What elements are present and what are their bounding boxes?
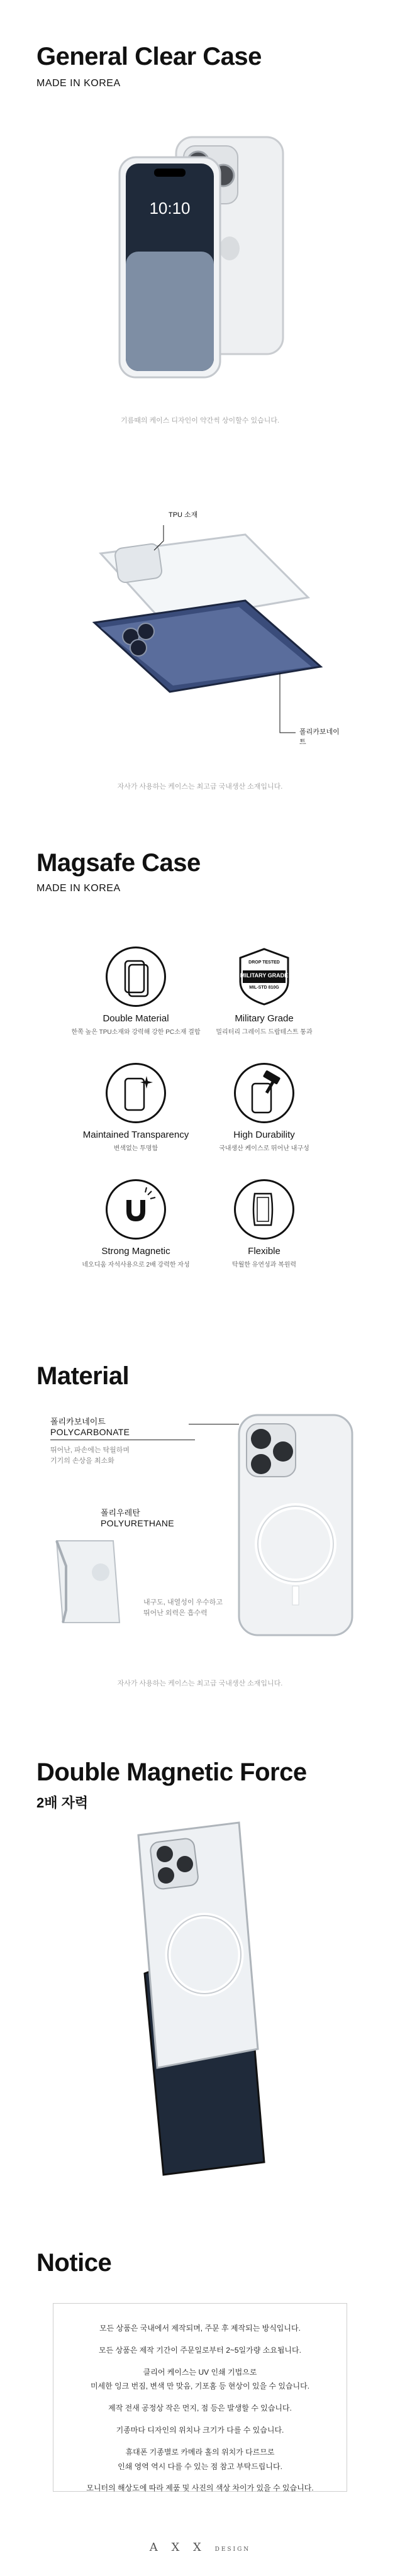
clock-text: 10:10	[149, 199, 191, 218]
clear-case-illustration	[107, 126, 296, 402]
notice-item: 모든 상품은 국내에서 제작되며, 주문 후 제작되는 방식입니다.	[99, 2324, 301, 2333]
feature-durability	[189, 1063, 340, 1152]
pu-label-kr: 폴리우레탄	[101, 1508, 140, 1518]
pu-desc-1: 내구도, 내열성이 우수하고	[143, 1599, 223, 1606]
feature-desc: 네오디움 자석사용으로 2배 강력한 자성	[82, 1262, 190, 1269]
brand-name: A X X	[149, 2541, 206, 2554]
feature-desc: 국내생산 케이스로 뛰어난 내구성	[219, 1145, 309, 1152]
brand-logo	[0, 2541, 400, 2554]
feature-title: Maintained Transparency	[82, 1130, 189, 1140]
case-corner-photo	[44, 1535, 132, 1629]
feature-title: Flexible	[248, 1246, 281, 1257]
feature-desc: 변색없는 투명함	[113, 1145, 158, 1152]
feature-military-grade	[189, 947, 340, 1036]
badge-top-text: DROP TESTED	[248, 960, 280, 965]
hammer-phone-icon	[234, 1063, 294, 1123]
pc-desc-2: 기기의 손상을 최소화	[50, 1457, 114, 1465]
label-polycarbonate: 폴리카보네이트	[299, 728, 340, 746]
flexible-phone-icon	[234, 1179, 294, 1240]
feature-title: High Durability	[233, 1130, 295, 1140]
notice-item: 모든 상품은 제작 기간이 주문일로부터 2~5일가량 소요됩니다.	[99, 2345, 301, 2355]
magnet-icon	[106, 1179, 166, 1240]
notice-item: 미세한 잉크 번짐, 변색 만 맞음, 기포홈 등 현상이 있을 수 있습니다.	[90, 2382, 310, 2391]
pc-label-kr: 폴리카보네이트	[50, 1417, 106, 1426]
notice-item: 모니터의 해상도에 따라 제품 및 사진의 색상 차이가 있을 수 있습니다.	[86, 2484, 314, 2493]
pc-desc-1: 뛰어난, 파손에는 탁월하며	[50, 1446, 130, 1454]
magsafe-case-photo	[233, 1409, 358, 1641]
caption-material-quality: 자사가 사용하는 케이스는 최고급 국내생산 소재입니다.	[117, 783, 283, 791]
double-magnetic-photo	[119, 1810, 283, 2187]
notice-item: 인쇄 영역 역시 다를 수 있는 점 참고 부탁드립니다.	[118, 2462, 282, 2471]
feature-flexible	[189, 1179, 340, 1269]
pc-label-en: POLYCARBONATE	[50, 1427, 130, 1437]
magsafe-title: Magsafe Case	[36, 849, 201, 877]
feature-title: Military Grade	[235, 1013, 294, 1024]
feature-title: Double Material	[103, 1013, 169, 1024]
feature-desc: 탁월한 유연성과 복원력	[231, 1262, 297, 1269]
feature-title: Strong Magnetic	[101, 1246, 170, 1257]
caption-material-quality-2: 자사가 사용하는 케이스는 최고급 국내생산 소재입니다.	[117, 1680, 283, 1687]
brand-tag: DESIGN	[214, 2546, 251, 2553]
caption-design-variance: 기름때의 케이스 디자인이 약간씩 상이할수 있습니다.	[120, 417, 280, 425]
label-tpu: TPU 소재	[169, 511, 198, 519]
pu-desc-2: 뛰어난 외력은 흡수력	[143, 1609, 208, 1617]
general-clear-title: General Clear Case	[36, 43, 262, 70]
military-badge-icon	[234, 947, 294, 1007]
general-clear-subtitle: MADE IN KOREA	[36, 78, 121, 89]
badge-main-text: MILITARY GRADE	[240, 972, 289, 979]
polyurethane-block	[101, 1506, 245, 1528]
notice-item: 기종마다 디자인의 위치나 크기가 다를 수 있습니다.	[116, 2425, 284, 2434]
magsafe-subtitle: MADE IN KOREA	[36, 883, 121, 894]
double-magnetic-title: Double Magnetic Force	[36, 1758, 307, 1786]
double-magnetic-subtitle: 2배 자력	[36, 1795, 89, 1811]
polycarbonate-block	[50, 1415, 195, 1466]
notice-box	[53, 2303, 347, 2492]
feature-desc: 밀리터리 그레이드 드랍테스트 통과	[216, 1029, 313, 1036]
feature-desc: 한쪽 높은 TPU소재와 강력해 강한 PC소재 결합	[71, 1029, 201, 1036]
double-material-icon	[106, 947, 166, 1007]
notice-item: 제작 전새 공정상 작은 먼지, 점 등은 발생할 수 있습니다.	[108, 2404, 292, 2413]
notice-title: Notice	[36, 2249, 112, 2277]
badge-bottom-text: MIL-STD 810G	[249, 985, 279, 990]
material-title: Material	[36, 1362, 130, 1390]
notice-item: 휴대폰 기종별로 카메라 홀의 위치가 다르므로	[125, 2447, 275, 2457]
clear-case-photo	[107, 126, 296, 402]
sparkle-phone-icon	[106, 1063, 166, 1123]
case-exploded-view	[57, 497, 346, 767]
pu-label-en: POLYURETHANE	[101, 1518, 174, 1528]
notice-item: 클리어 케이스는 UV 인쇄 기법으로	[143, 2367, 257, 2377]
